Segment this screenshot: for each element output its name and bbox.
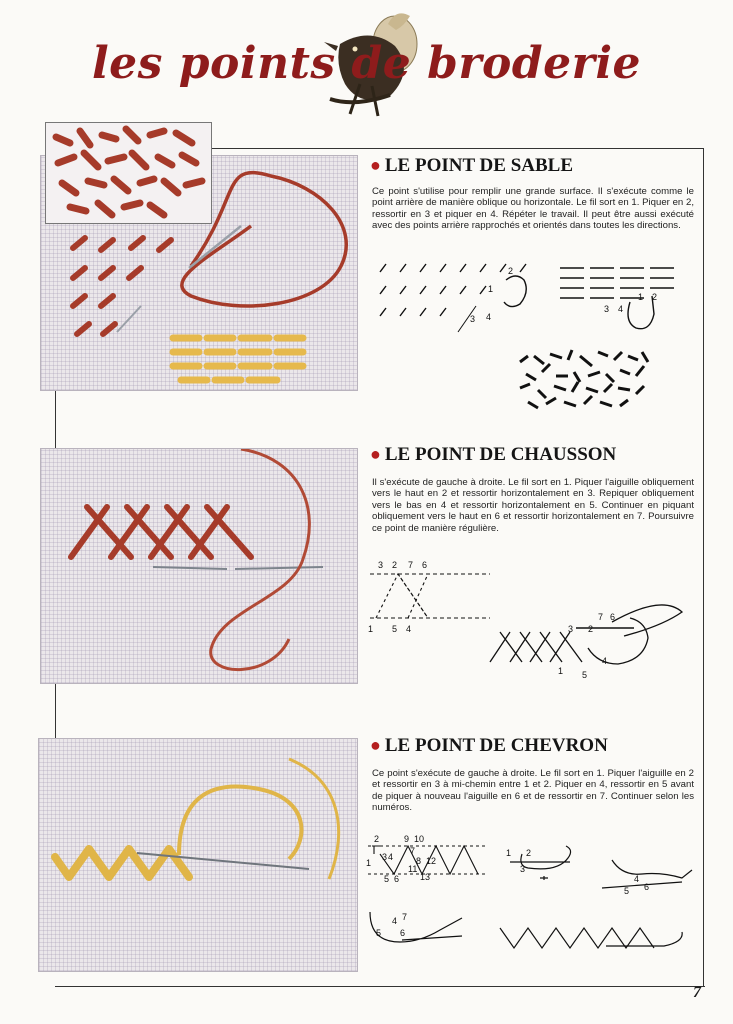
diagram-label: 6 [394,874,400,884]
diagram-label: 2 [374,834,380,844]
diagram-label: 2 [508,266,514,276]
section-title-chevron [370,735,608,757]
frame-left-line [55,390,56,450]
diagram-label: 2 [392,560,398,570]
diagram-label: 1 [488,284,494,294]
bullet-icon: ● [370,444,381,464]
diagram-label: 6 [644,882,650,892]
diagram-label: 9 [404,834,410,844]
diagram-label: 3 [382,852,388,862]
diagram-label: 7 [408,560,414,570]
section-title-text: LE POINT DE CHAUSSON [384,444,617,465]
diagram-label: 7 [402,912,408,922]
diagram-label: 6 [400,928,406,938]
sable-diagram [370,252,700,422]
bullet-icon: ● [370,735,381,755]
diagram-label: 6 [610,612,616,622]
diagram-label: 3 [378,560,384,570]
diagram-label: 5 [582,670,588,680]
diagram-label: 5 [392,624,398,634]
section-title-chausson [370,444,616,466]
sable-closeup-photo [45,122,212,224]
diagram-label: 5 [624,886,630,896]
diagram-label: 2 [526,848,532,858]
diagram-label: 4 [602,656,608,666]
page-title: les points de broderie [91,38,642,89]
diagram-label: 2 [588,624,594,634]
section-text-chausson: Il s'exécute de gauche à droite. Le fil sort en 1. Piquer l'aiguille obliquement vers le haut en 2 et ressortir horizontalement en 3. Repiquer obliquement vers le bas en 4 et ressortir horizontalement en 5. Continuer en piquant obliquement vers le haut en 6 et ressortir horizontalement en 7. Poursuivre ce point de manière régulière. [372,477,694,534]
diagram-label: 5 [384,874,390,884]
diagram-label: 1 [366,858,372,868]
diagram-label: 3 [568,624,574,634]
section-text-sable: Ce point s'utilise pour remplir une grande surface. Il s'exécute comme le point arrière de manière oblique ou horizontale. Le fil sort en 1. Piquer en 2, ressortir en 3 et piquer en 4. Répéter le travail. Il peut être aussi exécuté avec des points arrière rapprochés et orientés dans toutes les directions. [372,186,694,232]
frame-left-line [55,684,56,738]
frame-bottom-line [55,986,705,987]
diagram-label: 10 [414,834,425,844]
diagram-label: 4 [406,624,412,634]
diagram-label: 4 [388,852,394,862]
diagram-label: 3 [470,314,476,324]
chevron-diagram [362,824,698,964]
diagram-label: 3 [520,864,526,874]
chausson-diagram [362,556,698,684]
diagram-label: 7 [598,612,604,622]
diagram-label: 4 [618,304,624,314]
diagram-label: 11 [408,864,418,874]
chevron-stitch-photo [38,738,358,972]
section-title-sable [370,155,573,177]
section-title-text: LE POINT DE CHEVRON [384,735,608,756]
diagram-label: 7 [410,846,416,856]
chausson-stitch-photo [40,448,358,684]
section-title-text: LE POINT DE SABLE [384,155,574,176]
diagram-label: 4 [486,312,492,322]
diagram-label: 1 [638,292,644,302]
diagram-label: 5 [376,928,382,938]
diagram-label: 3 [604,304,610,314]
diagram-label: 1 [368,624,374,634]
diagram-label: 12 [426,856,437,866]
diagram-label: 6 [422,560,428,570]
bullet-icon: ● [370,155,381,175]
diagram-label: 1 [506,848,512,858]
diagram-label: 1 [558,666,564,676]
section-text-chevron: Ce point s'exécute de gauche à droite. Le fil sort en 1. Piquer l'aiguille en 2 et ressortir en 3 à mi-chemin entre 1 et 2. Piquer en 4, ressortir en 5 avant de piquer à nouveau l'aiguille en 6 et de ressortir en 7. Continuer selon les numéros. [372,768,694,814]
diagram-label: 8 [416,856,422,866]
diagram-label: 13 [420,872,431,882]
diagram-label: 4 [634,874,640,884]
page-number: 7 [693,984,701,1001]
diagram-label: 4 [392,916,398,926]
diagram-label: 2 [652,292,658,302]
